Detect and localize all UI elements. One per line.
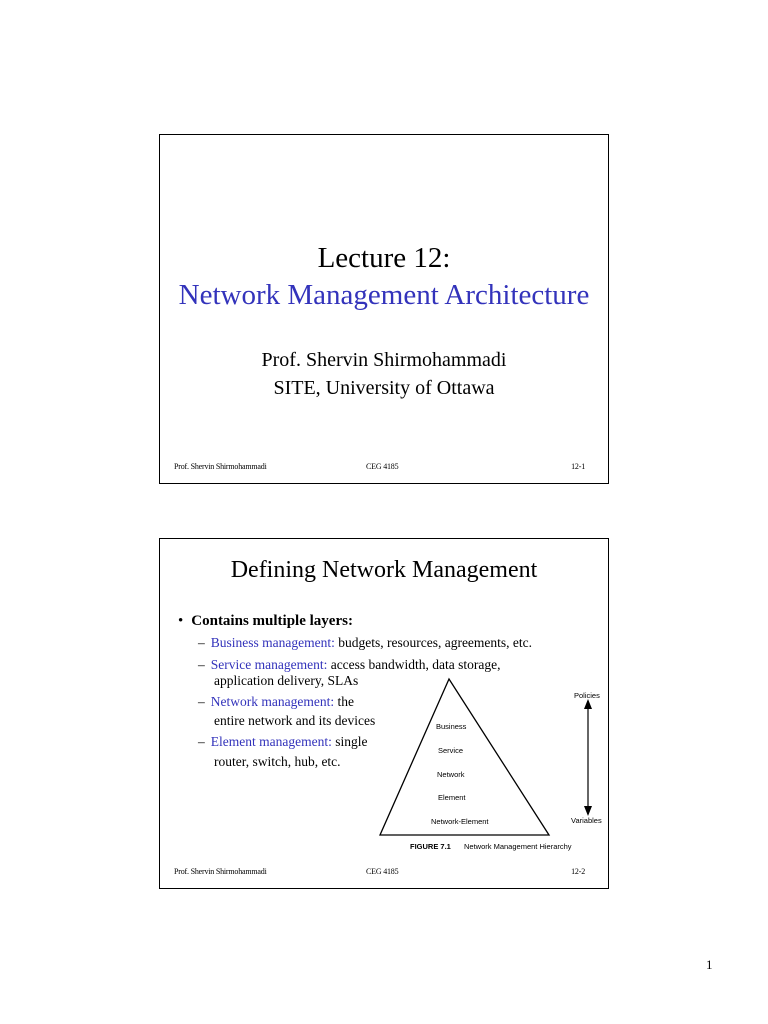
slide-title: Defining Network Management	[230, 557, 538, 583]
item-term: Network management:	[210, 694, 335, 709]
layer-label: Element	[438, 793, 466, 802]
item-continuation: router, switch, hub, etc.	[214, 754, 341, 769]
layer-label: Service	[438, 746, 464, 755]
footer-author: Prof. Shervin Shirmohammadi	[174, 462, 267, 471]
bullet-dot: •	[178, 613, 184, 629]
page-number: 1	[706, 957, 713, 972]
list-item: – Network management: the	[198, 694, 354, 709]
layer-label: Network-Element	[431, 817, 489, 826]
item-term: Business management:	[210, 635, 335, 650]
layer-label: Business	[436, 722, 467, 731]
layer-label: Network	[437, 770, 465, 779]
lecture-title: Lecture 12:	[317, 242, 451, 274]
arrow-down-head	[584, 806, 592, 816]
figure-caption: Network Management Hierarchy	[464, 842, 572, 851]
footer-author: Prof. Shervin Shirmohammadi	[174, 867, 267, 876]
item-continuation: application delivery, SLAs	[214, 673, 359, 688]
item-term: Service management:	[210, 657, 328, 672]
arrow-up-head	[584, 699, 592, 709]
hierarchy-figure	[368, 659, 608, 859]
slide-footer	[160, 867, 608, 879]
slide-1	[159, 134, 609, 484]
slide-2	[159, 538, 609, 889]
footer-course: CEG 4185	[366, 867, 399, 876]
item-continuation: entire network and its devices	[214, 713, 376, 728]
main-bullet	[178, 611, 353, 631]
item-desc: access bandwidth, data storage,	[330, 657, 501, 672]
author-affiliation: SITE, University of Ottawa	[273, 377, 495, 399]
lecture-subtitle: Network Management Architecture	[178, 279, 590, 311]
slide-footer	[160, 462, 608, 474]
item-term: Element management:	[210, 734, 332, 749]
figure-number: FIGURE 7.1	[410, 842, 451, 851]
variables-label: Variables	[571, 816, 602, 825]
author-name: Prof. Shervin Shirmohammadi	[261, 349, 507, 371]
list-item: – Element management: single	[198, 734, 368, 749]
footer-page: 12-1	[571, 462, 585, 471]
pyramid-triangle	[380, 679, 549, 835]
footer-course: CEG 4185	[366, 462, 399, 471]
pyramid-diagram	[368, 659, 608, 859]
policies-label: Policies	[574, 691, 600, 700]
list-item: – Service management: access bandwidth, data storage,	[198, 657, 501, 672]
item-desc: the	[337, 694, 354, 709]
item-desc: single	[335, 734, 368, 749]
item-desc: budgets, resources, agreements, etc.	[338, 635, 533, 650]
footer-page: 12-2	[571, 867, 585, 876]
list-item: – Business management: budgets, resources, agreements, etc.	[198, 635, 533, 650]
bullet-text: Contains multiple layers:	[191, 613, 353, 629]
